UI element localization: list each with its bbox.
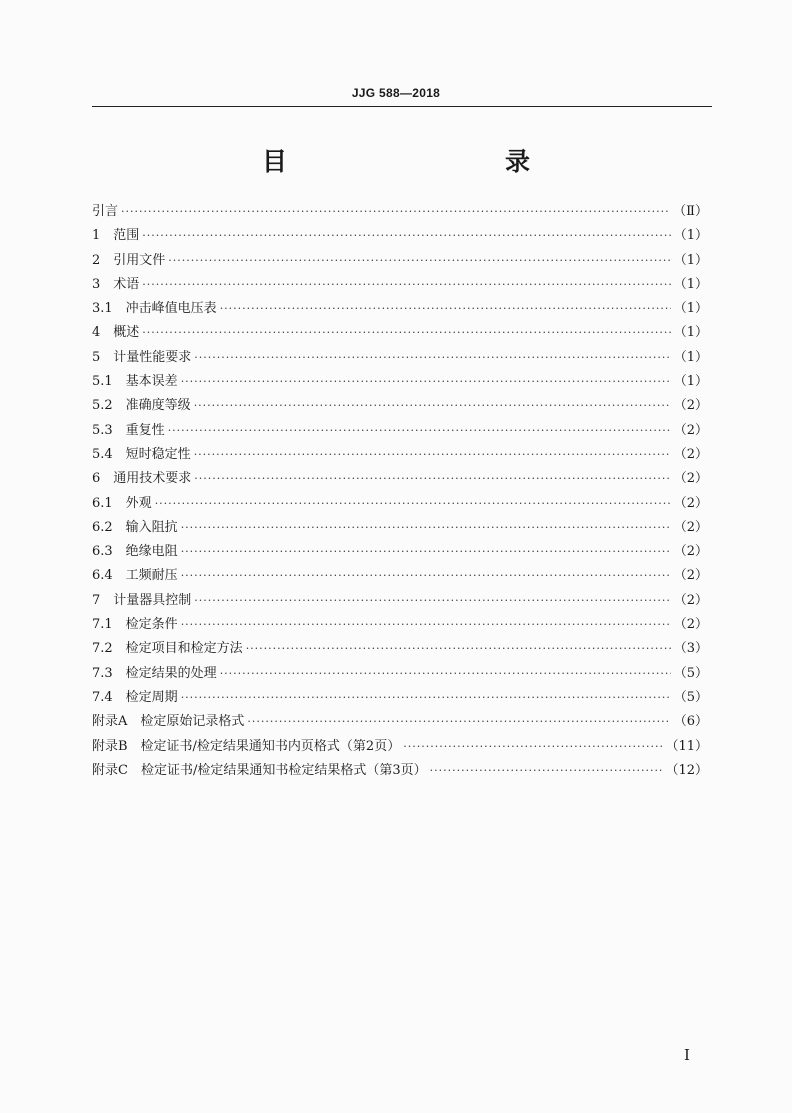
toc-entry-label: 5.4 短时稳定性 [92, 446, 191, 462]
toc-leader-dots [181, 521, 671, 534]
toc-entry-page: （11） [665, 738, 708, 754]
toc-entry[interactable] [92, 249, 708, 273]
toc-entry[interactable] [92, 589, 708, 613]
toc-entry-label: 5.2 准确度等级 [92, 398, 191, 414]
toc-entry-page: （2） [673, 519, 708, 535]
toc-entry-label: 5.3 重复性 [92, 422, 165, 438]
toc-entry-page: （2） [673, 398, 708, 414]
toc-entry[interactable] [92, 686, 708, 710]
toc-leader-dots [403, 740, 662, 753]
toc-entry-label: 7.4 检定周期 [92, 689, 178, 705]
toc-entry[interactable] [92, 613, 708, 637]
toc-entry-label: 6.3 绝缘电阻 [92, 544, 178, 560]
toc-entry-page: （3） [673, 641, 708, 657]
document-code: JJG 588—2018 [351, 86, 441, 100]
toc-entry-label: 2 引用文件 [92, 252, 166, 268]
toc-entry-label: 7.3 检定结果的处理 [92, 665, 217, 681]
toc-entry[interactable] [92, 564, 708, 588]
toc-entry[interactable] [92, 443, 708, 467]
toc-entry-page: （2） [673, 592, 708, 608]
toc-entry[interactable] [92, 735, 708, 759]
toc-leader-dots [142, 229, 670, 242]
toc-leader-dots [247, 715, 670, 728]
toc-entry[interactable] [92, 370, 708, 394]
toc-leader-dots [220, 667, 671, 680]
toc-entry-page: （5） [673, 689, 708, 705]
toc-leader-dots [181, 375, 671, 388]
toc-entry-label: 6 通用技术要求 [92, 471, 192, 487]
toc-entry[interactable] [92, 467, 708, 491]
toc-entry-label: 附录C 检定证书/检定结果通知书检定结果格式（第3页） [92, 762, 427, 778]
toc-entry-label: 4 概述 [92, 325, 140, 341]
toc-entry-page: （2） [673, 495, 708, 511]
toc-entry-label: 1 范围 [92, 228, 140, 244]
toc-leader-dots [194, 448, 671, 461]
toc-leader-dots [142, 278, 670, 291]
toc-entry-label: 引言 [92, 204, 119, 219]
toc-entry[interactable] [92, 540, 708, 564]
toc-entry[interactable] [92, 419, 708, 443]
toc-leader-dots [194, 472, 670, 485]
toc-entry-page: （12） [665, 762, 708, 778]
toc-entry-page: （2） [673, 568, 708, 584]
toc-entry-page: （2） [673, 544, 708, 560]
toc-entry-label: 5.1 基本误差 [92, 374, 178, 390]
toc-entry[interactable] [92, 759, 708, 783]
page-title: 目 录 [261, 147, 586, 176]
table-of-contents [92, 200, 708, 783]
toc-entry-label: 5 计量性能要求 [92, 349, 192, 365]
toc-leader-dots [155, 497, 671, 510]
toc-entry-label: 7.2 检定项目和检定方法 [92, 641, 243, 657]
toc-entry-page: （Ⅱ） [673, 204, 708, 219]
toc-leader-dots [220, 302, 671, 315]
toc-entry-page: （1） [673, 374, 708, 390]
toc-leader-dots [181, 569, 671, 582]
toc-leader-dots [246, 642, 671, 655]
toc-entry-label: 6.1 外观 [92, 495, 152, 511]
header-rule [92, 106, 712, 107]
toc-entry-label: 7 计量器具控制 [92, 592, 192, 608]
toc-entry-page: （1） [673, 276, 708, 292]
toc-entry-page: （6） [673, 714, 708, 730]
page-number: I [684, 1046, 690, 1064]
toc-leader-dots [121, 205, 670, 218]
toc-leader-dots [194, 351, 670, 364]
toc-entry-label: 6.4 工频耐压 [92, 568, 178, 584]
toc-entry[interactable] [92, 321, 708, 345]
toc-entry-label: 3.1 冲击峰值电压表 [92, 301, 217, 317]
toc-entry-page: （1） [673, 228, 708, 244]
toc-entry-page: （1） [673, 349, 708, 365]
toc-entry-page: （2） [673, 446, 708, 462]
toc-entry-page: （2） [673, 617, 708, 633]
toc-entry-page: （2） [673, 471, 708, 487]
toc-entry[interactable] [92, 662, 708, 686]
toc-entry-page: （1） [673, 301, 708, 317]
toc-entry[interactable] [92, 516, 708, 540]
toc-leader-dots [168, 254, 670, 267]
toc-entry[interactable] [92, 273, 708, 297]
toc-entry[interactable] [92, 492, 708, 516]
toc-leader-dots [142, 326, 670, 339]
toc-entry[interactable] [92, 200, 708, 224]
toc-entry-label: 附录B 检定证书/检定结果通知书内页格式（第2页） [92, 738, 401, 754]
toc-entry-label: 6.2 输入阻抗 [92, 519, 178, 535]
toc-leader-dots [181, 618, 671, 631]
toc-entry-page: （2） [673, 422, 708, 438]
toc-leader-dots [194, 594, 670, 607]
toc-entry-label: 3 术语 [92, 276, 140, 292]
toc-leader-dots [194, 399, 671, 412]
toc-leader-dots [181, 545, 671, 558]
toc-entry-page: （1） [673, 252, 708, 268]
toc-entry[interactable] [92, 637, 708, 661]
toc-leader-dots [430, 764, 663, 777]
toc-leader-dots [168, 424, 671, 437]
toc-entry-page: （5） [673, 665, 708, 681]
toc-entry-label: 7.1 检定条件 [92, 617, 178, 633]
toc-leader-dots [181, 691, 671, 704]
toc-entry-label: 附录A 检定原始记录格式 [92, 714, 245, 730]
toc-entry-page: （1） [673, 325, 708, 341]
toc-entry[interactable] [92, 346, 708, 370]
toc-entry[interactable] [92, 710, 708, 734]
toc-entry[interactable] [92, 394, 708, 418]
toc-entry[interactable] [92, 224, 708, 248]
toc-entry[interactable] [92, 297, 708, 321]
